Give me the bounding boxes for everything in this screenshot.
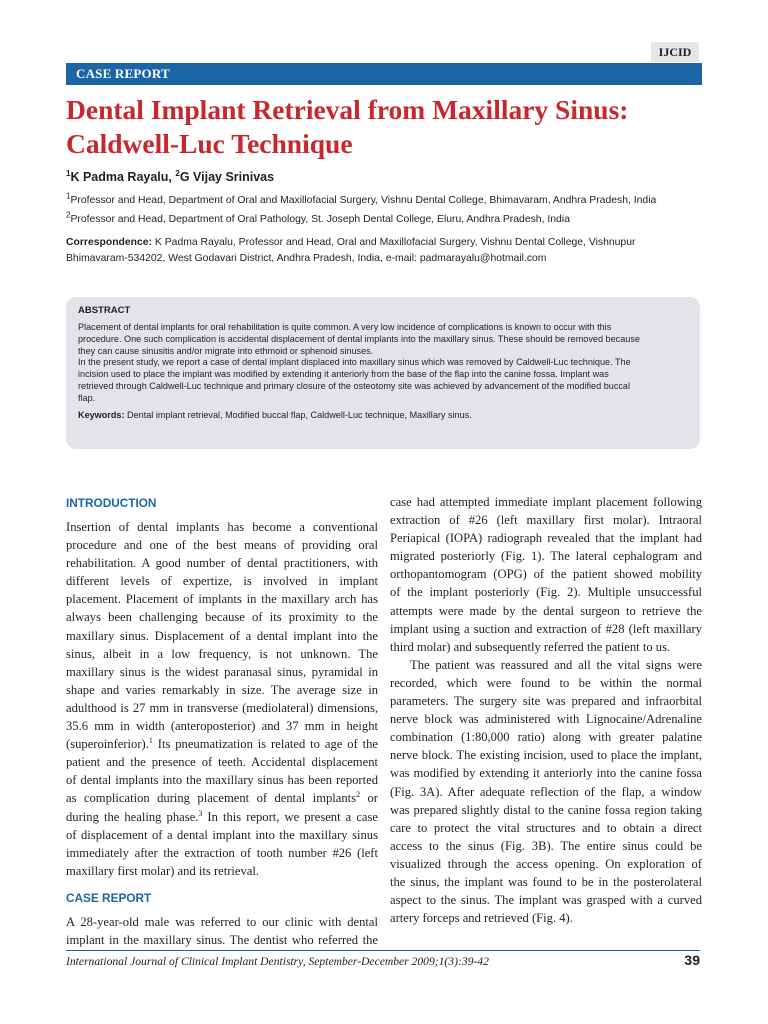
body-line: maxillary sinus. Displacement of a dental implant into the: [66, 628, 378, 643]
body-line: recorded, which were found to be within the normal: [390, 675, 702, 690]
body-line: (Fig. 3A). After adequate reflection of the flap, a window: [390, 784, 702, 799]
left-column: [66, 493, 378, 949]
correspondence-label: Correspondence:: [66, 237, 153, 248]
right-column: [390, 493, 702, 927]
abstract-heading: ABSTRACT: [78, 305, 131, 316]
abstract-line: retrieved through Caldwell-Luc technique and primary closure of the osteotomy site was achieved by advancement of the modified buccal: [78, 380, 630, 391]
footer-divider: [66, 950, 700, 951]
body-line: immediately after the extraction of tooth number #26 (left: [66, 845, 378, 860]
abstract-box: [66, 297, 700, 449]
body-line: the sinus, the implant was found to be in the posterolateral: [390, 874, 702, 889]
body-line: access to the sinus (Fig. 3B). The entire sinus could be: [390, 838, 702, 853]
correspondence: [66, 235, 706, 267]
author-2: G Vijay Srinivas: [179, 170, 275, 184]
section-label: CASE REPORT: [76, 66, 170, 81]
body-line: case had attempted immediate implant placement following: [390, 495, 702, 509]
keywords-line: [78, 410, 690, 422]
body-line: placement. Placement of implants in the maxillary arch has: [66, 592, 378, 607]
body-line: third molar) and subsequently referred the patient to us.: [390, 639, 671, 654]
body-line: of dental implants into the maxillary sinus has been reported: [66, 773, 378, 788]
body-text: (superoinferior).: [66, 737, 149, 752]
affiliation-1-text: Professor and Head, Department of Oral and Maxillofacial Surgery, Vishnu Dental College, Bhimavaram, Andhra Pradesh, India: [70, 195, 657, 206]
body-line: was prepared slightly distal to the canine fossa region taking: [390, 802, 702, 817]
author-1-sup: 1: [66, 168, 71, 178]
abstract-line: In the present study, we report a case of dental implant displaced into maxillary sinus which was removed by Caldwell-Luc technique. The: [78, 357, 631, 368]
affiliation-2: [66, 210, 706, 225]
body-line: parameters. The surgery site was prepared and infraorbital: [390, 694, 702, 709]
body-line: sinus, albeit in a low frequency, is not unknown. The: [66, 646, 378, 661]
body-line: rehabilitation. A good number of dental practitioners, with: [66, 556, 378, 571]
journal-tag: IJCID: [651, 42, 699, 62]
body-line: nerve block was administered with Lignocaine/Adrenaline: [390, 712, 702, 727]
author-1: K Padma Rayalu,: [70, 170, 176, 184]
author-2-sup: 2: [175, 168, 180, 178]
title-line-1: Dental Implant Retrieval from Maxillary Sinus:: [66, 94, 629, 125]
correspondence-text-1: K Padma Rayalu, Professor and Head, Oral and Maxillofacial Surgery, Vishnu Dental College, Vishnupur: [152, 237, 636, 248]
body-line: migrated posteriorly (Fig. 1). The lateral cephalogram and: [390, 549, 702, 564]
abstract-line: Placement of dental implants for oral rehabilitation is quite common. A very low incidence of complications is known to occur with this: [78, 322, 612, 332]
affiliation-2-sup: 2: [66, 210, 71, 220]
body-line: implant in the maxillary sinus. The dentist who referred the: [66, 932, 378, 947]
body-line: attempts were made by the dental surgeon to retrieve the: [390, 603, 702, 618]
body-line: maxillary sinus is the widest paranasal sinus, pyramidal in: [66, 664, 378, 679]
introduction-heading: INTRODUCTION: [66, 496, 157, 510]
correspondence-line-2: Bhimavaram-534202, West Godavari District, Andhra Pradesh, India, e-mail: padmarayalu@hotmail.com: [66, 253, 547, 264]
abstract-line: they can cause sinusitis and/or migrate into ethmoid or sphenoid sinuses.: [78, 345, 374, 356]
body-line: The patient was reassured and all the vital signs were: [410, 657, 702, 672]
affiliation-1-sup: 1: [66, 191, 71, 201]
body-line: 35.6 mm in width (anteroposterior) and 37 mm in height: [66, 719, 378, 734]
abstract-line: incision used to place the implant was modified by extending it anteriorly from the base of the flap into the canine fossa. Implant was: [78, 369, 609, 380]
body-line: shape and varies remarkably in size. The average size in: [66, 682, 378, 697]
body-line: was modified by extending it anteriorly into the canine fossa: [390, 766, 702, 781]
body-line: care to protect the vital structures and to obtain a direct: [390, 820, 702, 835]
body-text: or: [360, 791, 378, 806]
abstract-line: flap.: [78, 392, 96, 403]
body-line: of the implant posteriorly (Fig. 2). Multiple unsuccessful: [390, 585, 702, 600]
spacer: [66, 880, 378, 888]
case-report-heading: CASE REPORT: [66, 890, 152, 905]
body-text: during the healing phase.: [66, 809, 199, 824]
body-line: [66, 808, 378, 826]
keywords-label: Keywords:: [78, 409, 125, 420]
body-text: Its pneumatization is related to age of the: [152, 737, 378, 752]
body-text: In this report, we present a case: [202, 809, 378, 824]
section-banner: [66, 63, 702, 85]
body-line: aspect to the sinus. The implant was grasped with a curved: [390, 893, 702, 908]
body-line: of displacement of a dental implant into the maxillary sinus: [66, 827, 378, 842]
body-line: extraction of #26 (left maxillary first molar). Intraoral: [390, 513, 702, 528]
affiliation-1: [66, 191, 706, 206]
footer-citation: International Journal of Clinical Implant Dentistry, September-December 2009;1(3):39-42: [66, 955, 489, 968]
correspondence-line-1: [66, 235, 706, 251]
body-line: [66, 735, 378, 753]
body-line: Insertion of dental implants has become a conventional: [66, 520, 378, 534]
citation-1: 1: [148, 735, 153, 745]
body-line: adulthood is 27 mm in transverse (mediolateral) dimensions,: [66, 700, 378, 715]
article-title: [66, 93, 706, 161]
abstract-line: procedure. One such complication is accidental displacement of dental implants into the maxillary sinus. These should be removed because: [78, 333, 640, 344]
body-line: artery forceps and retrieved (Fig. 4).: [390, 911, 573, 926]
citation-2: 2: [356, 790, 361, 800]
body-line: always been challenging because of its proximity to the: [66, 610, 378, 625]
body-line: orthopantomogram (OPG) of the patient showed mobility: [390, 567, 702, 582]
title-line-2: Caldwell-Luc Technique: [66, 128, 353, 159]
body-line: different levels of expertize, is involved in implant: [66, 574, 378, 589]
body-line: nerve block. The existing incision, used to place the implant,: [390, 748, 702, 763]
keywords-text: Dental implant retrieval, Modified buccal flap, Caldwell-Luc technique, Maxillary sinus.: [124, 409, 472, 420]
body-text: as complication during placement of dental implants: [66, 791, 357, 806]
body-line: visualized through the access opening. On exploration of: [390, 856, 702, 871]
body-line: procedure and one of the best means of providing oral: [66, 538, 378, 553]
affiliation-2-text: Professor and Head, Department of Oral Pathology, St. Joseph Dental College, Eluru, Andhra Pradesh, India: [70, 214, 570, 225]
body-line: [66, 789, 378, 807]
body-line: implant using a suction and extraction of #28 (left maxillary: [390, 621, 702, 636]
body-line: Periapical (IOPA) radiograph revealed that the implant had: [390, 531, 702, 546]
authors: [66, 170, 274, 184]
body-line: combination (1:80,000 ratio) along with greater palatine: [390, 730, 702, 745]
citation-3: 3: [198, 808, 203, 818]
page-number: 39: [684, 952, 700, 968]
body-line: maxillary first molar) and its retrieval.: [66, 863, 260, 878]
body-line: A 28-year-old male was referred to our clinic with dental: [66, 914, 378, 929]
abstract-body: [78, 322, 690, 421]
body-line: patient and the presence of teeth. Accidental displacement: [66, 755, 378, 770]
